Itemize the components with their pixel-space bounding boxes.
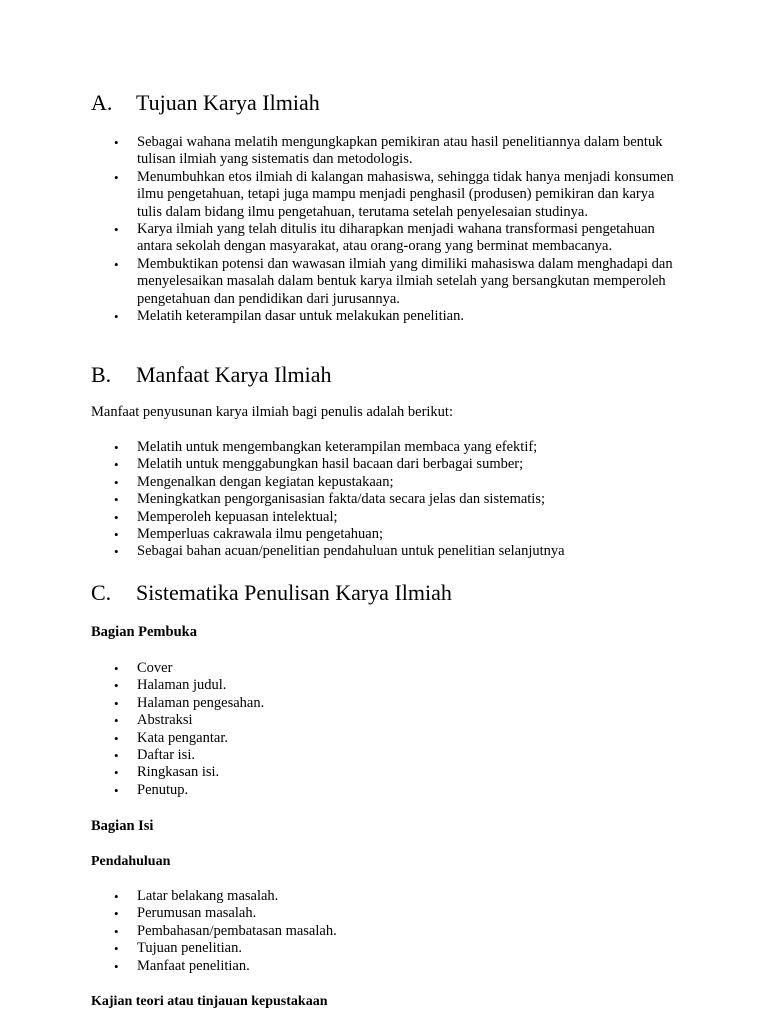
bullet-icon: •: [114, 135, 119, 150]
bullet-icon: •: [114, 169, 119, 185]
list-item: • Melatih keterampilan dasar untuk melakukan penelitian.: [114, 308, 464, 325]
list-item: • Cover: [114, 660, 173, 676]
section-b-intro: Manfaat penyusunan karya ilmiah bagi penulis adalah berikut:: [91, 404, 453, 420]
pendahuluan-heading: Pendahuluan: [91, 854, 171, 869]
bullet-icon: •: [114, 958, 119, 974]
list-item: • Ringkasan isi.: [114, 764, 220, 781]
bullet-icon: •: [114, 309, 119, 325]
bullet-icon: •: [114, 695, 119, 711]
list-item: • Halaman pengesahan.: [114, 694, 265, 711]
bullet-icon: •: [114, 923, 119, 939]
list-item: • Memperluas cakrawala ilmu pengetahuan;: [114, 526, 383, 543]
list-item: • Sebagai wahana melatih mengungkapkan pemikiran atau hasil penelitiannya dalam bentuk tulisan ilmiah yang sistematis dan metodologis.: [114, 134, 663, 168]
bullet-icon: •: [114, 748, 119, 764]
list-item: • Melatih untuk menggabungkan hasil bacaan dari berbagai sumber;: [114, 456, 524, 473]
section-a-list: [0, 134, 768, 325]
section-a-letter: A.: [91, 90, 113, 115]
list-item: • Tujuan penelitian.: [114, 940, 242, 957]
bullet-icon: •: [114, 457, 119, 473]
bullet-icon: •: [114, 941, 119, 957]
bullet-icon: •: [114, 730, 119, 746]
bullet-icon: •: [114, 713, 119, 729]
list-item: • Menumbuhkan etos ilmiah di kalangan mahasiswa, sehingga tidak hanya menjadi konsumen ilmu pengetahuan, tetapi juga mampu menjadi penghasil (produsen) pemikiran dan karya tulis dalam bidang ilmu pengetahuan, terutama setelah penyelesaian studinya.: [114, 168, 674, 220]
bullet-icon: •: [114, 906, 119, 922]
section-b-letter: B.: [91, 362, 112, 387]
list-item: • Melatih untuk mengembangkan keterampilan membaca yang efektif;: [114, 439, 538, 455]
bullet-icon: •: [114, 440, 119, 455]
list-item: • Meningkatkan pengorganisasian fakta/data secara jelas dan sistematis;: [114, 491, 546, 508]
list-item: • Perumusan masalah.: [114, 905, 257, 922]
list-item: • Daftar isi.: [114, 747, 195, 764]
bullet-icon: •: [114, 256, 119, 272]
bullet-icon: •: [114, 527, 119, 543]
section-b-title: Manfaat Karya Ilmiah: [136, 362, 332, 387]
bullet-icon: •: [114, 474, 119, 490]
kajian-teori-heading: Kajian teori atau tinjauan kepustakaan: [91, 994, 328, 1009]
list-item: • Pembahasan/pembatasan masalah.: [114, 922, 337, 939]
list-item: • Halaman judul.: [114, 677, 227, 694]
list-item: • Sebagai bahan acuan/penelitian pendahuluan untuk penelitian selanjutnya: [114, 543, 565, 560]
bullet-icon: •: [114, 544, 119, 560]
bagian-pembuka-list: [0, 660, 768, 799]
bullet-icon: •: [114, 661, 119, 676]
list-item: • Latar belakang masalah.: [114, 888, 279, 904]
pendahuluan-list: [0, 888, 768, 975]
list-item: • Karya ilmiah yang telah ditulis itu diharapkan menjadi wahana transformasi pengetahuan antara sekolah dengan masyarakat, atau orang-orang yang berminat membacanya.: [114, 221, 655, 255]
list-item: • Penutup.: [114, 781, 189, 798]
bullet-icon: •: [114, 678, 119, 694]
list-item: • Abstraksi: [114, 712, 193, 729]
list-item: • Membuktikan potensi dan wawasan ilmiah yang dimiliki mahasiswa dalam menghadapi dan menyelesaikan masalah dalam bentuk karya ilmiah setelah yang bersangkutan memperoleh pengetahuan dan pendidikan dari jurusannya.: [114, 255, 673, 307]
list-item: • Kata pengantar.: [114, 729, 228, 746]
section-c-letter: C.: [91, 580, 112, 605]
bullet-icon: •: [114, 222, 119, 238]
bullet-icon: •: [114, 509, 119, 525]
bullet-icon: •: [114, 492, 119, 508]
bullet-icon: •: [114, 765, 119, 781]
section-b-list: [0, 439, 768, 561]
section-c-title: Sistematika Penulisan Karya Ilmiah: [136, 580, 452, 605]
list-item: • Mengenalkan dengan kegiatan kepustakaan;: [114, 473, 394, 490]
bullet-icon: •: [114, 782, 119, 798]
bullet-icon: •: [114, 889, 119, 904]
section-a-title: Tujuan Karya Ilmiah: [136, 90, 320, 115]
bagian-isi-heading: Bagian Isi: [91, 818, 154, 834]
list-item: • Memperoleh kepuasan intelektual;: [114, 508, 338, 525]
list-item: • Manfaat penelitian.: [114, 957, 250, 974]
bagian-pembuka-heading: Bagian Pembuka: [91, 624, 197, 640]
